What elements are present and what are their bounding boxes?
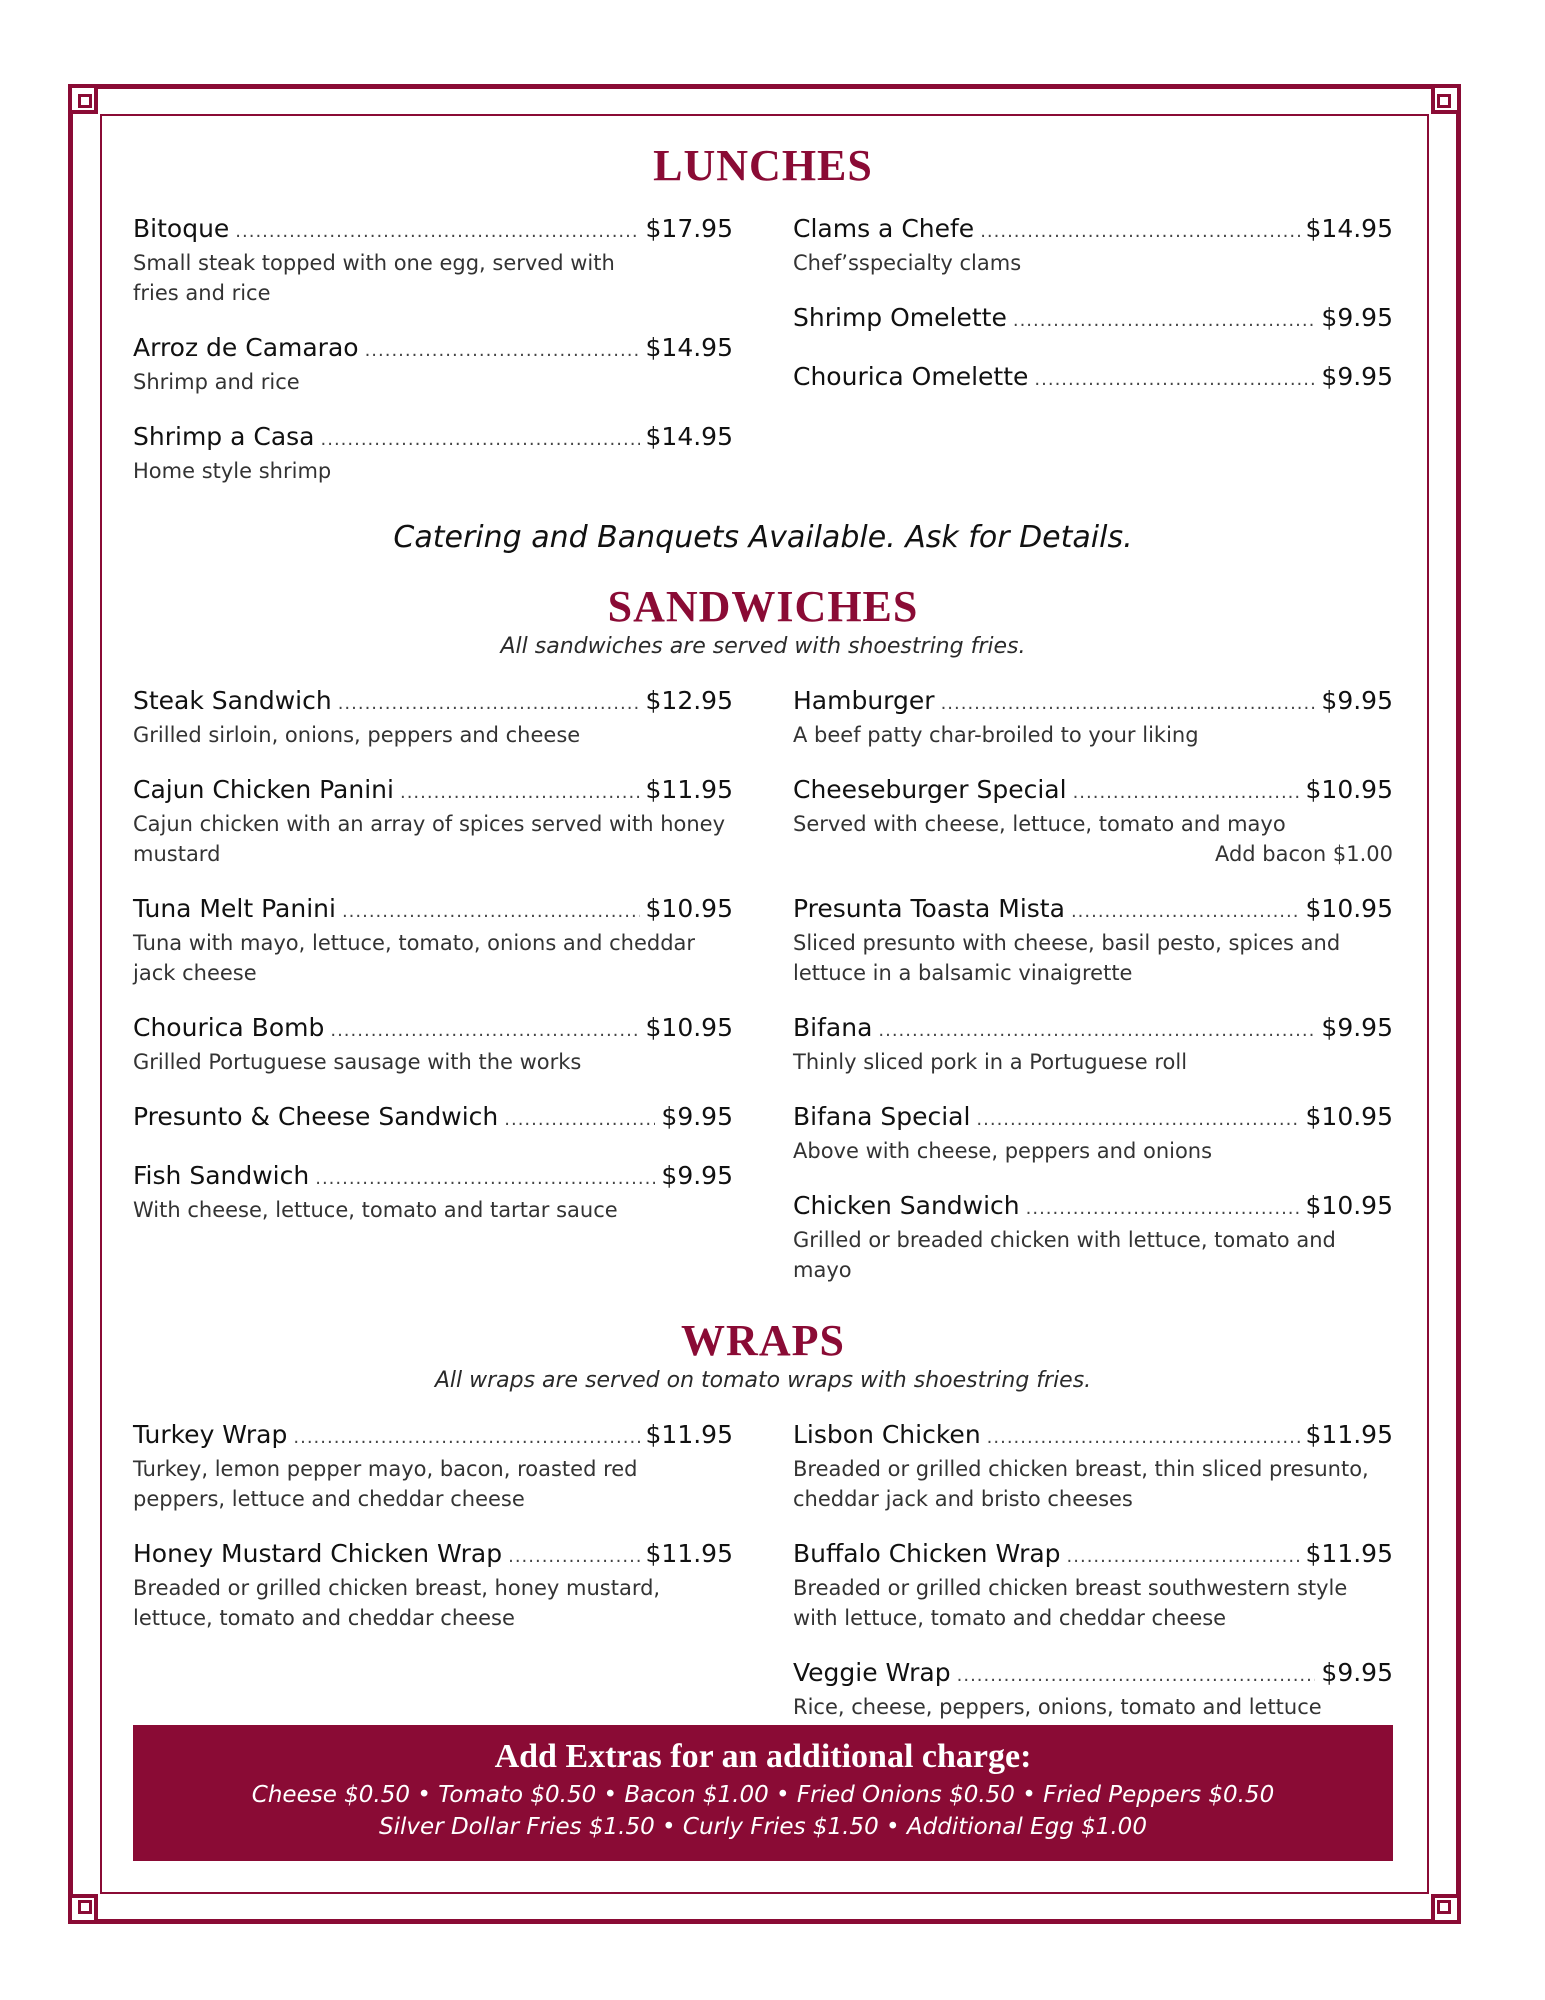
item-name: Buffalo Chicken Wrap [793, 1539, 1061, 1568]
menu-item [133, 1160, 733, 1225]
item-name: Steak Sandwich [133, 686, 332, 715]
lunches-heading: LUNCHES [653, 141, 873, 190]
item-description: Breaded or grilled chicken breast, thin sliced presunto, cheddar jack and bristo cheeses [793, 1457, 1369, 1511]
sandwiches-section [133, 581, 1393, 1309]
wraps-heading: WRAPS [681, 1316, 845, 1365]
menu-item [133, 1101, 733, 1136]
item-description: Grilled or breaded chicken with lettuce, tomato and mayo [793, 1228, 1336, 1282]
item-description: Tuna with mayo, lettuce, tomato, onions and cheddar jack cheese [133, 931, 696, 985]
item-description: Breaded or grilled chicken breast, honey mustard, lettuce, tomato and cheddar cheese [133, 1576, 661, 1630]
item-description: With cheese, lettuce, tomato and tartar sauce [133, 1198, 618, 1222]
menu-item [133, 421, 733, 486]
item-price: $9.95 [661, 1161, 733, 1190]
item-name: Veggie Wrap [793, 1658, 951, 1687]
item-name: Chourica Bomb [133, 1013, 325, 1042]
item-price: $11.95 [645, 775, 733, 804]
lunches-right-column [793, 213, 1393, 510]
sandwiches-right-column [793, 685, 1393, 1309]
item-price: $17.95 [645, 214, 733, 243]
menu-item [133, 893, 733, 988]
menu-item [133, 774, 733, 869]
menu-item [793, 1101, 1393, 1166]
menu-item [133, 213, 733, 308]
item-description: Turkey, lemon pepper mayo, bacon, roasted red peppers, lettuce and cheddar cheese [133, 1457, 638, 1511]
item-name: Bitoque [133, 214, 230, 243]
item-description: Rice, cheese, peppers, onions, tomato and lettuce [793, 1695, 1322, 1719]
wraps-section [133, 1315, 1393, 1746]
item-name: Hamburger [793, 686, 935, 715]
item-description: Small steak topped with one egg, served with fries and rice [133, 251, 615, 305]
item-description: Above with cheese, peppers and onions [793, 1139, 1213, 1163]
item-description: Home style shrimp [133, 459, 332, 483]
item-price: $12.95 [645, 686, 733, 715]
menu-item [793, 1190, 1393, 1285]
item-name: Honey Mustard Chicken Wrap [133, 1539, 503, 1568]
item-name: Bifana [793, 1013, 873, 1042]
item-price: $10.95 [1305, 775, 1393, 804]
item-price: $9.95 [1321, 303, 1393, 332]
item-price: $10.95 [645, 1013, 733, 1042]
item-price: $9.95 [1321, 1013, 1393, 1042]
menu-item [793, 213, 1393, 278]
item-price: $14.95 [645, 333, 733, 362]
item-name: Presunto & Cheese Sandwich [133, 1102, 499, 1131]
item-name: Chourica Omelette [793, 362, 1029, 391]
wraps-subtitle: All wraps are served on tomato wraps with shoestring fries. [434, 1368, 1092, 1393]
catering-notice: Catering and Banquets Available. Ask for Details. [393, 520, 1133, 555]
menu-item [133, 332, 733, 397]
item-description: Cajun chicken with an array of spices served with honey mustard [133, 812, 726, 866]
sandwiches-subtitle: All sandwiches are served with shoestring fries. [500, 634, 1026, 659]
item-name: Fish Sandwich [133, 1161, 310, 1190]
item-price: $14.95 [1305, 214, 1393, 243]
item-price: $9.95 [661, 1102, 733, 1131]
item-name: Shrimp a Casa [133, 422, 315, 451]
item-price: $11.95 [1305, 1420, 1393, 1449]
item-price: $10.95 [645, 894, 733, 923]
menu-item [133, 1012, 733, 1077]
item-description: Thinly sliced pork in a Portuguese roll [793, 1050, 1188, 1074]
menu-content [133, 140, 1393, 1746]
extras-title: Add Extras for an additional charge: [494, 1738, 1032, 1775]
sandwiches-heading: SANDWICHES [607, 582, 919, 631]
item-name: Bifana Special [793, 1102, 971, 1131]
frame-corner-ornament [1417, 1880, 1461, 1924]
sandwiches-left-column [133, 685, 733, 1309]
item-name: Cheeseburger Special [793, 775, 1067, 804]
item-name: Cajun Chicken Panini [133, 775, 394, 804]
extras-row: Silver Dollar Fries $1.50 • Curly Fries $1.50 • Additional Egg $1.00 [379, 1814, 1147, 1840]
item-name: Shrimp Omelette [793, 303, 1007, 332]
menu-item [793, 361, 1393, 396]
wraps-left-column [133, 1419, 733, 1746]
item-price: $10.95 [1305, 894, 1393, 923]
item-description: Breaded or grilled chicken breast southwestern style with lettuce, tomato and cheddar cheese [793, 1576, 1348, 1630]
menu-item [793, 685, 1393, 750]
extras-row: Cheese $0.50 • Tomato $0.50 • Bacon $1.00 • Fried Onions $0.50 • Fried Peppers $0.50 [251, 1782, 1275, 1808]
item-name: Turkey Wrap [133, 1420, 288, 1449]
item-description: Sliced presunto with cheese, basil pesto, spices and lettuce in a balsamic vinaigrette [793, 931, 1341, 985]
item-description: Shrimp and rice [133, 370, 300, 394]
lunches-left-column [133, 213, 733, 510]
item-price: $9.95 [1321, 686, 1393, 715]
item-price: $10.95 [1305, 1191, 1393, 1220]
item-name: Tuna Melt Panini [133, 894, 336, 923]
menu-item [133, 685, 733, 750]
menu-item [133, 1419, 733, 1514]
item-description: Grilled Portuguese sausage with the works [133, 1050, 582, 1074]
item-name: Presunta Toasta Mista [793, 894, 1065, 923]
item-description: Chef’sspecialty clams [793, 251, 1022, 275]
item-name: Clams a Chefe [793, 214, 975, 243]
frame-corner-ornament [1417, 84, 1461, 128]
menu-item [133, 1538, 733, 1633]
item-price: $11.95 [645, 1420, 733, 1449]
wraps-right-column [793, 1419, 1393, 1746]
item-description: Served with cheese, lettuce, tomato and mayo [793, 812, 1286, 836]
item-name: Chicken Sandwich [793, 1191, 1020, 1220]
item-description: Grilled sirloin, onions, peppers and cheese [133, 723, 581, 747]
menu-item [793, 1419, 1393, 1514]
item-name: Lisbon Chicken [793, 1420, 981, 1449]
item-price: $14.95 [645, 422, 733, 451]
item-price: $11.95 [645, 1539, 733, 1568]
item-price: $9.95 [1321, 362, 1393, 391]
menu-item [793, 1012, 1393, 1077]
item-name: Arroz de Camarao [133, 333, 359, 362]
lunches-section [133, 140, 1393, 510]
menu-item [793, 302, 1393, 337]
extras-banner [133, 1725, 1393, 1861]
item-addon-note: Add bacon $1.00 [1214, 842, 1393, 866]
frame-corner-ornament [68, 1880, 112, 1924]
menu-item [793, 1657, 1393, 1722]
item-price: $9.95 [1321, 1658, 1393, 1687]
item-price: $11.95 [1305, 1539, 1393, 1568]
item-description: A beef patty char-broiled to your liking [793, 723, 1199, 747]
item-price: $10.95 [1305, 1102, 1393, 1131]
menu-item [793, 1538, 1393, 1633]
frame-corner-ornament [68, 84, 112, 128]
menu-item [793, 893, 1393, 988]
menu-item [793, 774, 1393, 869]
